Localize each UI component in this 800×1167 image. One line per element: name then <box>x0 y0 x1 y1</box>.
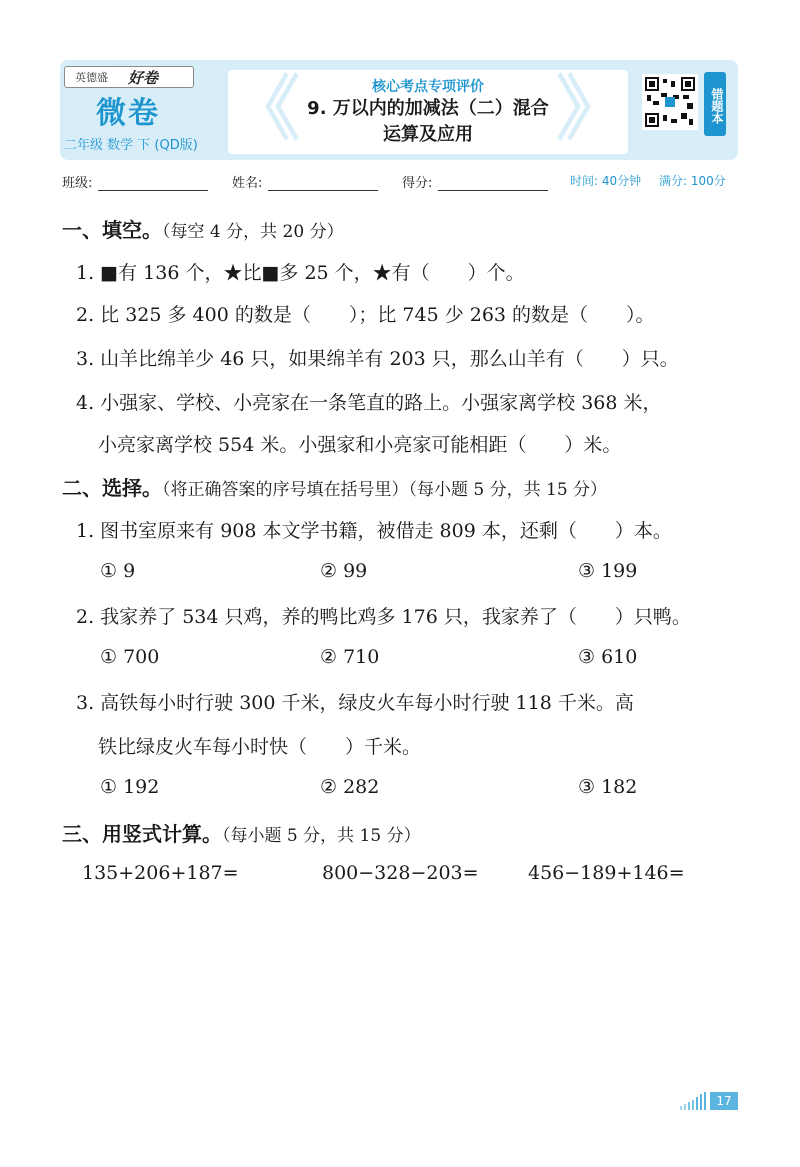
grade-subject: 二年级 数学 下 (QD版) <box>64 138 198 153</box>
section-vertical-calc-heading <box>62 818 421 847</box>
option-2-2-c[interactable]: ③ 610 <box>578 646 638 668</box>
calc-problem-2: 800−328−203= <box>322 862 479 884</box>
full-score: 满分: 100分 <box>658 174 726 188</box>
chevron-left-icon: 《 <box>230 68 300 150</box>
option-2-2-b[interactable]: ② 710 <box>320 646 380 668</box>
page-bars-icon <box>678 1092 708 1110</box>
question-1-2: 2. 比 325 多 400 的数是（ ）；比 745 少 263 的数是（ ）。 <box>76 304 655 326</box>
question-1-3: 3. 山羊比绵羊少 46 只，如果绵羊有 203 只，那么山羊有（ ）只。 <box>76 348 679 370</box>
question-2-2: 2. 我家养了 534 只鸡，养的鸭比鸡多 176 只，我家养了（ ）只鸭。 <box>76 606 691 628</box>
error-book-badge[interactable]: 错题本 <box>704 72 726 136</box>
section-title: 三、用竖式计算。 <box>62 822 222 846</box>
section-title: 二、选择。 <box>62 476 162 500</box>
question-2-3-line1: 3. 高铁每小时行驶 300 千米，绿皮火车每小时行驶 118 千米。高 <box>76 692 634 714</box>
question-2-1: 1. 图书室原来有 908 本文学书籍，被借走 809 本，还剩（ ）本。 <box>76 520 672 542</box>
score-blank[interactable] <box>438 177 548 191</box>
brand-box <box>60 60 220 160</box>
exam-meta <box>570 172 726 189</box>
page-number: 17 <box>710 1092 738 1110</box>
chevron-right-icon: 》 <box>556 68 626 150</box>
calc-problem-1: 135+206+187= <box>82 862 239 884</box>
section-note: （每空 4 分，共 20 分） <box>162 222 344 242</box>
name-label: 姓名: <box>232 176 263 191</box>
option-2-1-c[interactable]: ③ 199 <box>578 560 638 582</box>
title-panel <box>228 70 628 154</box>
question-1-1: 1. ■有 136 个，★比■多 25 个，★有（ ）个。 <box>76 262 525 284</box>
page-title-line2: 运算及应用 <box>383 124 473 145</box>
calc-problem-3: 456−189+146= <box>528 862 685 884</box>
page-title-line1: 9. 万以内的加减法（二）混合 <box>307 98 549 119</box>
question-2-3-line2: 铁比绿皮火车每小时快（ ）千米。 <box>98 736 422 758</box>
option-2-3-b[interactable]: ② 282 <box>320 776 380 798</box>
option-2-1-a[interactable]: ① 9 <box>100 560 136 582</box>
class-blank[interactable] <box>98 177 208 191</box>
qr-code-icon[interactable] <box>642 74 698 130</box>
publisher-series: 好卷 <box>128 68 159 87</box>
class-label: 班级: <box>62 176 93 191</box>
class-field[interactable] <box>62 172 208 191</box>
section-fill-blank-heading <box>62 214 344 243</box>
question-1-4-line1: 4. 小强家、学校、小亮家在一条笔直的路上。小强家离学校 368 米， <box>76 392 662 414</box>
student-info-line <box>62 172 742 194</box>
section-note: （将正确答案的序号填在括号里）（每小题 5 分，共 15 分） <box>162 480 608 500</box>
section-choice-heading <box>62 472 607 501</box>
worksheet-header <box>60 60 738 160</box>
brand-title: 微卷 <box>96 96 160 131</box>
option-2-3-c[interactable]: ③ 182 <box>578 776 638 798</box>
publisher-name: 英德盛 <box>75 71 108 84</box>
score-field[interactable] <box>402 172 548 191</box>
section-title: 一、填空。 <box>62 218 162 242</box>
section-note: （每小题 5 分，共 15 分） <box>222 826 421 846</box>
name-blank[interactable] <box>268 177 378 191</box>
option-2-1-b[interactable]: ② 99 <box>320 560 368 582</box>
question-1-4-line2: 小亮家离学校 554 米。小强家和小亮家可能相距（ ）米。 <box>98 434 622 456</box>
time-limit: 时间: 40分钟 <box>570 174 642 188</box>
score-label: 得分: <box>402 176 433 191</box>
name-field[interactable] <box>232 172 378 191</box>
publisher-logo <box>64 66 194 88</box>
page-title <box>228 96 628 148</box>
option-2-3-a[interactable]: ① 192 <box>100 776 160 798</box>
title-tag: 核心考点专项评价 <box>372 79 484 95</box>
option-2-2-a[interactable]: ① 700 <box>100 646 160 668</box>
